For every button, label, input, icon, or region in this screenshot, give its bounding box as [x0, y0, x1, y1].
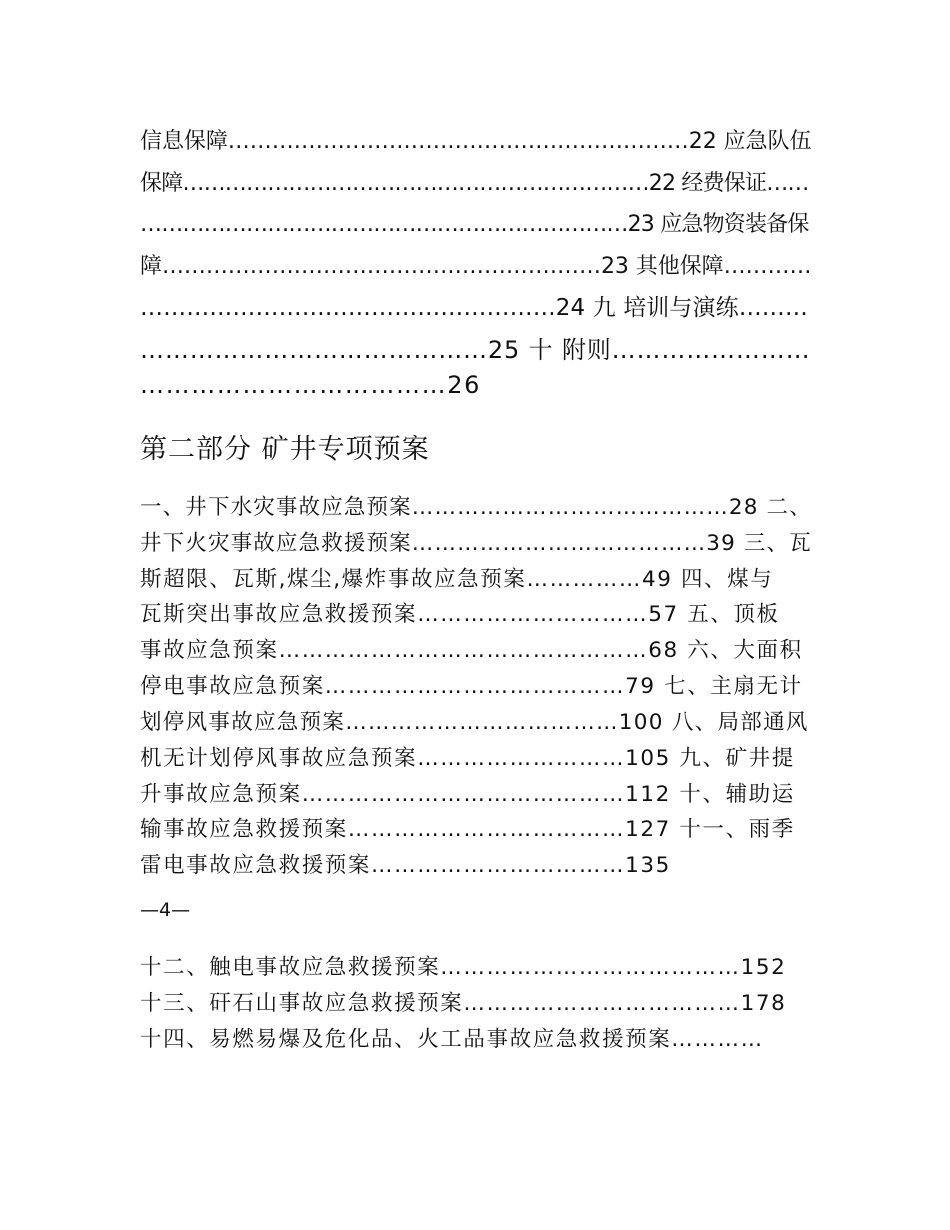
toc-line: 划停风事故应急预案………………………………100 八、局部通风	[140, 710, 809, 735]
toc-line: 雷电事故应急救援预案……………………………135	[140, 853, 671, 878]
toc-line: 事故应急预案…………………………………………68 六、大面积	[140, 638, 803, 663]
page-number: —4—	[140, 899, 191, 921]
toc-line: ……………………………………………………………23 应急物资装备保	[140, 212, 809, 237]
part2-heading: 第二部分 矿井专项预案	[140, 434, 430, 465]
toc-line: 输事故应急救援预案………………………………127 十一、雨季	[140, 817, 795, 842]
toc-line: 信息保障………………………………………………………22 应急队伍	[140, 129, 812, 154]
toc-line: 十二、触电事故应急救援预案…………………………………152	[140, 955, 787, 980]
toc-line: ………………………………………………24 九 培训与演练………	[140, 295, 808, 321]
toc-line: 一、井下水灾事故应急预案……………………………………28 二、	[140, 495, 812, 520]
toc-line: 十四、易燃易爆及危化品、火工品事故应急救援预案…………	[140, 1027, 764, 1052]
toc-line: 斯超限、瓦斯,煤尘,爆炸事故应急预案……………49 四、煤与	[140, 567, 774, 592]
toc-line: 机无计划停风事故应急预案………………………105 九、矿井提	[140, 746, 795, 771]
toc-line: 十三、矸石山事故应急救援预案………………………………178	[140, 991, 787, 1016]
toc-line: 瓦斯突出事故应急救援预案…………………………57 五、顶板	[140, 602, 780, 627]
toc-line: 井下火灾事故应急救援预案…………………………………39 三、瓦	[140, 531, 812, 556]
toc-line: 停电事故应急预案…………………………………79 七、主扇无计	[140, 674, 803, 699]
toc-line: 保障…………………………………………………………22 经费保证……	[140, 171, 809, 196]
toc-line: 升事故应急预案……………………………………112 十、辅助运	[140, 782, 795, 807]
toc-line: 障……………………………………………………23 其他保障…………	[140, 254, 812, 279]
toc-line: ………………………………26	[140, 371, 481, 399]
toc-line: ……………………………………25 十 附则……………………	[140, 336, 811, 364]
